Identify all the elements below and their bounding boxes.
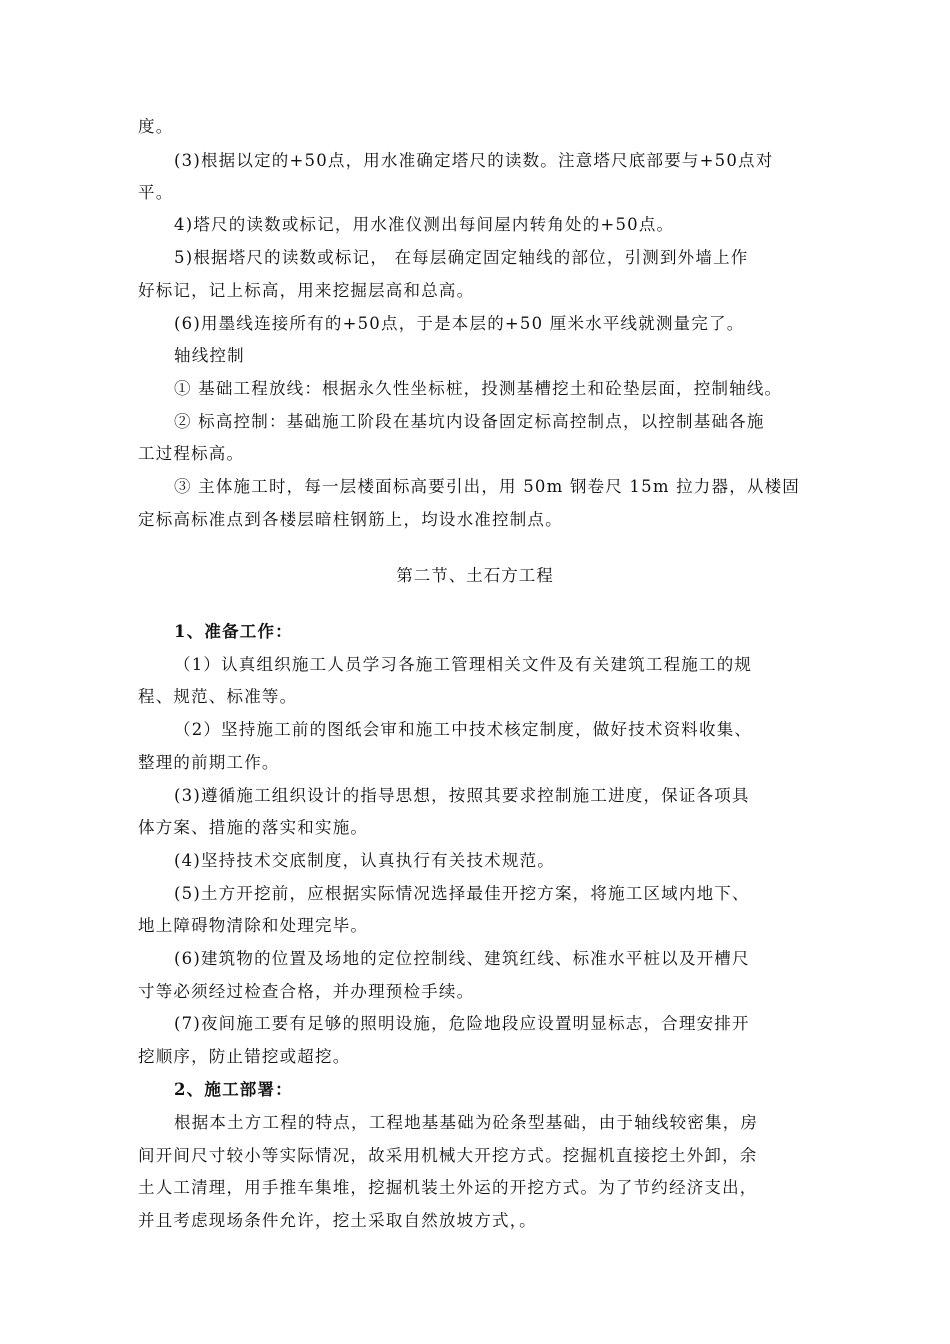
paragraph-line: 土人工清理，用手推车集堆，挖掘机装土外运的开挖方式。为了节约经济支出， — [138, 1178, 758, 1197]
paragraph-line: ① 基础工程放线：根据永久性坐标桩，投测基槽挖土和砼垫层面，控制轴线。 — [174, 379, 783, 398]
paragraph-line: (3)遵循施工组织设计的指导思想，按照其要求控制施工进度，保证各项具 — [174, 786, 750, 805]
paragraph-line: (4)坚持技术交底制度，认真执行有关技术规范。 — [174, 851, 555, 870]
section-title: 第二节、土石方工程 — [396, 566, 554, 585]
paragraph-line: 工过程标高。 — [138, 444, 245, 463]
paragraph-line: （1）认真组织施工人员学习各施工管理相关文件及有关建筑工程施工的规 — [174, 655, 753, 674]
paragraph-line: 地上障碍物清除和处理完毕。 — [138, 916, 369, 935]
paragraph-line: 并且考虑现场条件允许，挖土采取自然放坡方式，。 — [138, 1211, 537, 1230]
heading-preparation: 1、准备工作： — [174, 622, 293, 641]
paragraph-line: 挖顺序，防止错挖或超挖。 — [138, 1047, 351, 1066]
subheading: 轴线控制 — [174, 346, 245, 365]
paragraph-line: (7)夜间施工要有足够的照明设施，危险地段应设置明显标志，合理安排开 — [174, 1014, 750, 1033]
paragraph-line: 好标记，记上标高，用来挖掘层高和总高。 — [138, 281, 475, 300]
paragraph-line: （2）坚持施工前的图纸会审和施工中技术核定制度，做好技术资料收集、 — [174, 720, 753, 739]
heading-deployment: 2、施工部署： — [174, 1080, 293, 1099]
paragraph-line: (5)土方开挖前，应根据实际情况选择最佳开挖方案，将施工区域内地下、 — [174, 884, 750, 903]
paragraph-line: (3)根据以定的+50点，用水准确定塔尺的读数。注意塔尺底部要与+50点对 — [174, 151, 774, 170]
paragraph-line: 间开间尺寸较小等实际情况，故采用机械大开挖方式。挖掘机直接挖土外卸，余 — [138, 1146, 758, 1165]
paragraph-line: 平。 — [138, 183, 174, 202]
paragraph-line: 4)塔尺的读数或标记，用水准仪测出每间屋内转角处的+50点。 — [174, 215, 675, 234]
paragraph-line: 整理的前期工作。 — [138, 753, 280, 772]
paragraph-line: 根据本土方工程的特点，工程地基基础为砼条型基础，由于轴线较密集，房 — [174, 1113, 759, 1132]
paragraph-line: 体方案、措施的落实和实施。 — [138, 818, 369, 837]
paragraph-line: ③ 主体施工时，每一层楼面标高要引出，用 50m 钢卷尺 15m 拉力器，从楼固 — [174, 477, 801, 496]
paragraph-line: ② 标高控制：基础施工阶段在基坑内设备固定标高控制点，以控制基础各施 — [174, 412, 765, 431]
paragraph-line: (6)建筑物的位置及场地的定位控制线、建筑红线、标准水平桩以及开槽尺 — [174, 949, 750, 968]
paragraph-line: 寸等必须经过检查合格，并办理预检手续。 — [138, 982, 475, 1001]
paragraph-line: 度。 — [138, 117, 174, 136]
paragraph-line: 程、规范、标准等。 — [138, 687, 298, 706]
paragraph-line: 定标高标准点到各楼层暗柱钢筋上，均设水准控制点。 — [138, 510, 563, 529]
paragraph-line: (6)用墨线连接所有的+50点，于是本层的+50 厘米水平线就测量完了。 — [174, 314, 745, 333]
paragraph-line: 5)根据塔尺的读数或标记， 在每层确定固定轴线的部位，引测到外墙上作 — [174, 248, 749, 267]
